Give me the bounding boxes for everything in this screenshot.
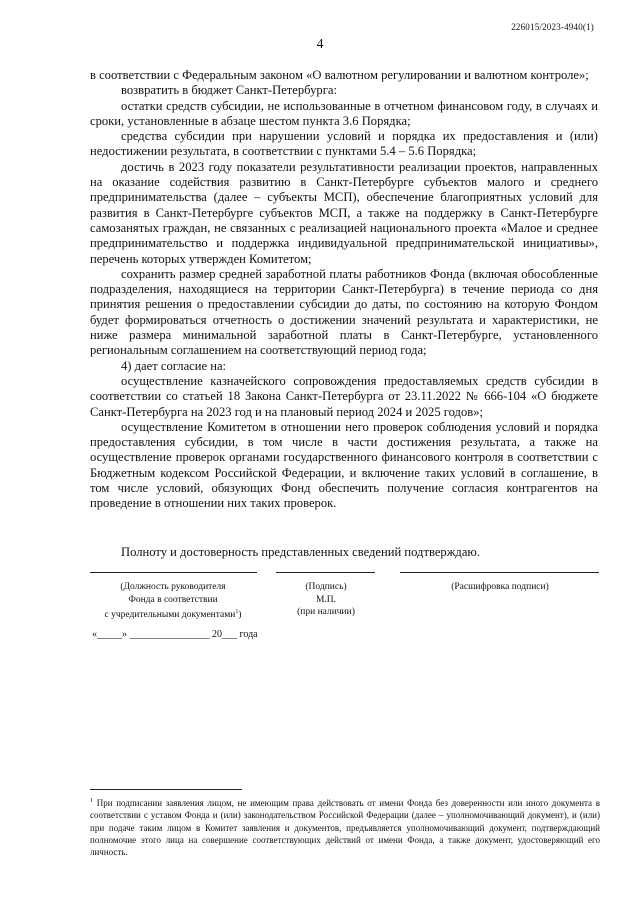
paragraph-inspections: осуществление Комитетом в отношении него проверок соблюдения условий и порядка предоставления субсидии, в том числе в части достижения результата, а также на осуществление проверок органами государственного финансового контроля в соответствии с Бюджетным кодексом Российской Федерации, и включение таких условий в соглашение, в том числе условий, обязующих Фонд обеспечить получение согласия контрагентов на проведение в отношении них таких проверок. bbox=[90, 419, 598, 511]
document-number: 226015/2023-4940(1) bbox=[511, 22, 594, 32]
position-caption-line: (Должность руководителя bbox=[120, 582, 226, 592]
signature-caption-line: (Подпись) bbox=[305, 582, 347, 592]
footnote-mark: 1 bbox=[90, 798, 93, 804]
paragraph-currency-law: в соответствии с Федеральным законом «О валютном регулировании и валютном контроле»; bbox=[90, 68, 589, 82]
decoding-signature-line bbox=[400, 572, 599, 573]
position-caption bbox=[78, 581, 268, 622]
position-caption-line: Фонда в соответствии bbox=[128, 594, 218, 605]
date-line: «_____» ________________ 20___ года bbox=[92, 629, 258, 640]
paragraph-unused-balance: остатки средств субсидии, не использованные в отчетном финансовом году, в случаях и сроки, установленные в абзаце шестом пункта 3.6 Порядка; bbox=[90, 98, 598, 128]
paragraph-consent-heading: 4) дает согласие на: bbox=[121, 358, 227, 373]
paragraph-achieve-indicators: достичь в 2023 году показатели результативности реализации проектов, направленных на оказание содействия развитию в Санкт-Петербурге субъектов малого и среднего предпринимательства (далее – субъекты МСП), обеспечение благоприятных условий для развития в Санкт-Петербурге субъектов МСП, а также на поддержку в Санкт-Петербурге самозанятых граждан, не связанных с реализацией национального проекта «Малое и среднее предпринимательство и поддержка индивидуальной предпринимательской инициативы», перечень которых утвержден Комитетом; bbox=[90, 159, 598, 266]
signature-line bbox=[276, 572, 375, 573]
position-caption-line bbox=[78, 606, 268, 622]
paragraph-violation-funds: средства субсидии при нарушении условий и порядка их предоставления и (или) недостижении результата, в соответствии с пунктами 5.4 – 5.6 Порядка; bbox=[90, 129, 598, 159]
stamp-optional-caption: (при наличии) bbox=[297, 607, 355, 617]
stamp-caption-line: М.П. bbox=[315, 594, 337, 605]
decoding-caption: (Расшифровка подписи) bbox=[451, 582, 549, 592]
footnote-reference: 1 bbox=[235, 609, 239, 615]
signature-caption bbox=[266, 581, 386, 619]
position-caption-end: ) bbox=[238, 610, 242, 621]
page-number: 4 bbox=[316, 37, 324, 52]
footnote bbox=[90, 795, 600, 858]
footnote-separator bbox=[90, 789, 242, 790]
paragraph-keep-salary: сохранить размер средней заработной платы работников Фонда (включая обособленные подразделения, находящиеся на территории Санкт-Петербурга) в течение периода со дня принятия решения о предоставлении субсидии до даты, по состоянию на которую Фондом будет формироваться отчетность о достижении значений результата и характеристики, не ниже размера минимальной заработной платы в Санкт-Петербурге, установленного региональным соглашением на соответствующий период года; bbox=[90, 266, 598, 358]
confirmation-statement: Полноту и достоверность представленных сведений подтверждаю. bbox=[121, 545, 480, 559]
paragraph-treasury-support: осуществление казначейского сопровождения предоставляемых средств субсидии в соответствии со статьей 18 Закона Санкт-Петербурга от 23.11.2022 № 666-104 «О бюджете Санкт-Петербурга на 2023 год и на плановый период 2024 и 2025 годов»; bbox=[90, 373, 598, 419]
footnote-text: При подписании заявления лицом, не имеющим права действовать от имени Фонда без доверенности или иного документа в соответствии с уставом Фонда и (или) законодательством Российской Федерации (далее – уполномочивающий документ), и (или) при подаче таким лицом в Комитет заявления и документов, предъявляется уполномочивающий документ, подтверждающий полномочие этого лица на совершение соответствующих действий от имени Фонда, а также документ, удостоверяющий его личность. bbox=[90, 798, 600, 858]
position-signature-line bbox=[90, 572, 257, 573]
position-caption-text: с учредительными документами bbox=[104, 610, 236, 621]
body-text bbox=[90, 68, 598, 512]
paragraph-return-to-budget: возвратить в бюджет Санкт-Петербурга: bbox=[121, 83, 337, 98]
